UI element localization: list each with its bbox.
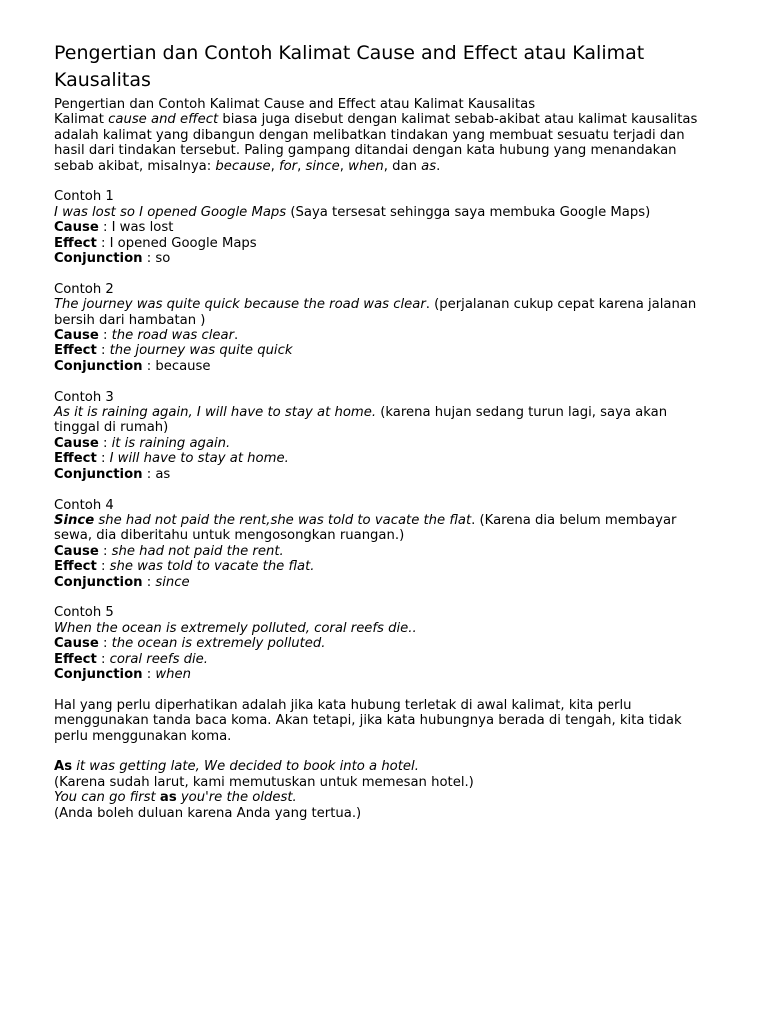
conjunction-label: Conjunction bbox=[54, 251, 143, 267]
effect-label: Effect bbox=[54, 343, 97, 359]
colon: : bbox=[142, 574, 156, 590]
effect-line bbox=[54, 451, 714, 466]
conj-word: because bbox=[215, 158, 271, 174]
conjunction-line bbox=[54, 359, 714, 374]
conjunction-line bbox=[54, 667, 714, 682]
sentence-en: she had not paid the rent,she was told to vacate the flat bbox=[94, 512, 472, 528]
example-heading: Contoh 2 bbox=[54, 281, 114, 297]
closing-text: it was getting late, We decided to book into a hotel. bbox=[72, 759, 419, 775]
spacer bbox=[54, 482, 714, 497]
colon: : bbox=[142, 466, 156, 482]
effect-label: Effect bbox=[54, 559, 97, 575]
colon: : bbox=[98, 328, 112, 344]
conj-word: for bbox=[278, 158, 298, 174]
separator: . bbox=[436, 158, 441, 174]
sentence-id: (Saya tersesat sehingga saya membuka Google Maps) bbox=[286, 204, 651, 220]
example-4 bbox=[54, 498, 714, 590]
cause-tail: . bbox=[234, 328, 239, 344]
conjunction-line bbox=[54, 575, 714, 590]
document-page bbox=[54, 40, 714, 821]
conj-word: since bbox=[305, 158, 340, 174]
separator: , dan bbox=[383, 158, 422, 174]
sentence-id: . (perjalanan cukup cepat karena jalanan bersih dari hambatan ) bbox=[54, 297, 697, 328]
example-sentence bbox=[54, 205, 714, 220]
effect-label: Effect bbox=[54, 235, 97, 251]
effect-line bbox=[54, 343, 714, 358]
cause-label: Cause bbox=[54, 220, 99, 236]
closing-conj: as bbox=[159, 790, 177, 806]
closing-sentence-2 bbox=[54, 790, 714, 805]
cause-line bbox=[54, 220, 714, 235]
spacer bbox=[54, 590, 714, 605]
effect-value: the journey was quite quick bbox=[109, 343, 293, 359]
colon: : bbox=[96, 451, 110, 467]
cause-value: the ocean is extremely polluted. bbox=[111, 636, 326, 652]
colon: : bbox=[96, 235, 110, 251]
separator: , bbox=[297, 158, 306, 174]
example-2 bbox=[54, 282, 714, 374]
example-1 bbox=[54, 189, 714, 266]
example-heading: Contoh 5 bbox=[54, 605, 114, 621]
effect-line bbox=[54, 652, 714, 667]
cause-value: she had not paid the rent. bbox=[111, 543, 284, 559]
closing-examples bbox=[54, 759, 714, 821]
example-3 bbox=[54, 390, 714, 482]
example-heading: Contoh 1 bbox=[54, 189, 114, 205]
example-sentence bbox=[54, 405, 714, 436]
colon: : bbox=[98, 435, 112, 451]
conj-word: when bbox=[348, 158, 384, 174]
conj-word: as bbox=[421, 158, 437, 174]
cause-value: it is raining again. bbox=[111, 435, 231, 451]
intro-term: cause and effect bbox=[108, 112, 219, 128]
cause-value: the road was clear bbox=[111, 328, 235, 344]
cause-label: Cause bbox=[54, 543, 99, 559]
colon: : bbox=[142, 666, 156, 682]
colon: : bbox=[98, 636, 112, 652]
cause-line bbox=[54, 328, 714, 343]
effect-value: I opened Google Maps bbox=[109, 235, 257, 251]
effect-label: Effect bbox=[54, 651, 97, 667]
conjunction-value: because bbox=[155, 358, 211, 374]
effect-label: Effect bbox=[54, 451, 97, 467]
effect-value: she was told to vacate the flat. bbox=[109, 559, 315, 575]
separator: , bbox=[339, 158, 349, 174]
intro-text: biasa juga disebut dengan kalimat sebab-akibat atau kalimat kausalitas adalah kalimat yang dibangun dengan melibatkan tindakan yang membuat sesuatu terjadi dan hasil dari tindakan tersebut. Paling gampang ditandai dengan kata hubung yang menandakan sebab akibat, misalnya: bbox=[54, 112, 698, 174]
closing-translation-2: (Anda boleh duluan karena Anda yang tertua.) bbox=[54, 805, 362, 821]
spacer bbox=[54, 374, 714, 389]
effect-value: coral reefs die. bbox=[109, 651, 208, 667]
spacer bbox=[54, 744, 714, 759]
cause-label: Cause bbox=[54, 636, 99, 652]
cause-label: Cause bbox=[54, 435, 99, 451]
closing-conj: As bbox=[54, 759, 73, 775]
colon: : bbox=[142, 358, 156, 374]
colon: : bbox=[142, 251, 156, 267]
conjunction-value: since bbox=[155, 574, 190, 590]
sentence-en: As it is raining again, I will have to stay at home. bbox=[54, 405, 377, 421]
intro-paragraph bbox=[54, 112, 714, 174]
conjunction-line bbox=[54, 467, 714, 482]
cause-line bbox=[54, 544, 714, 559]
conjunction-value: so bbox=[155, 251, 171, 267]
colon: : bbox=[98, 543, 112, 559]
cause-line bbox=[54, 636, 714, 651]
colon: : bbox=[96, 651, 110, 667]
example-sentence bbox=[54, 621, 714, 636]
sentence-en: I was lost so I opened Google Maps bbox=[54, 204, 287, 220]
effect-value: I will have to stay at home. bbox=[109, 451, 289, 467]
example-heading: Contoh 4 bbox=[54, 497, 114, 513]
intro-text: Kalimat bbox=[54, 112, 109, 128]
conjunction-label: Conjunction bbox=[54, 358, 143, 374]
closing-text: You can go first bbox=[54, 790, 160, 806]
example-heading: Contoh 3 bbox=[54, 389, 114, 405]
closing-translation-1: (Karena sudah larut, kami memutuskan untuk memesan hotel.) bbox=[54, 774, 474, 790]
spacer bbox=[54, 174, 714, 189]
colon: : bbox=[96, 343, 110, 359]
conjunction-line bbox=[54, 251, 714, 266]
page-title: Pengertian dan Contoh Kalimat Cause and Effect atau Kalimat Kausalitas bbox=[54, 42, 645, 91]
effect-line bbox=[54, 559, 714, 574]
effect-line bbox=[54, 236, 714, 251]
closing-text: you're the oldest. bbox=[176, 790, 297, 806]
note-paragraph: Hal yang perlu diperhatikan adalah jika kata hubung terletak di awal kalimat, kita perlu menggunakan tanda baca koma. Akan tetapi, jika kata hubungnya berada di tengah, kita tidak perlu menggunakan koma. bbox=[54, 697, 682, 744]
sentence-en: When the ocean is extremely polluted, coral reefs die.. bbox=[54, 620, 417, 636]
document-body bbox=[54, 97, 714, 821]
conjunction-label: Conjunction bbox=[54, 666, 143, 682]
sentence-en: The journey was quite quick because the road was clear bbox=[54, 297, 426, 313]
cause-value: I was lost bbox=[111, 220, 174, 236]
sentence-id: . (Karena dia belum membayar sewa, dia diberitahu untuk mengosongkan ruangan.) bbox=[54, 512, 677, 544]
cause-label: Cause bbox=[54, 328, 99, 344]
subtitle: Pengertian dan Contoh Kalimat Cause and Effect atau Kalimat Kausalitas bbox=[54, 97, 536, 112]
spacer bbox=[54, 682, 714, 697]
spacer bbox=[54, 266, 714, 281]
sentence-conj: Since bbox=[54, 512, 95, 528]
example-5 bbox=[54, 605, 714, 682]
colon: : bbox=[98, 220, 112, 236]
example-sentence bbox=[54, 297, 714, 328]
example-sentence bbox=[54, 513, 714, 544]
sentence-id: (karena hujan sedang turun lagi, saya akan tinggal di rumah) bbox=[54, 405, 668, 436]
cause-line bbox=[54, 436, 714, 451]
closing-sentence-1 bbox=[54, 759, 714, 774]
conjunction-label: Conjunction bbox=[54, 466, 143, 482]
conjunction-value: when bbox=[155, 666, 191, 682]
colon: : bbox=[96, 559, 110, 575]
separator: , bbox=[270, 158, 279, 174]
conjunction-label: Conjunction bbox=[54, 574, 143, 590]
conjunction-value: as bbox=[155, 466, 171, 482]
